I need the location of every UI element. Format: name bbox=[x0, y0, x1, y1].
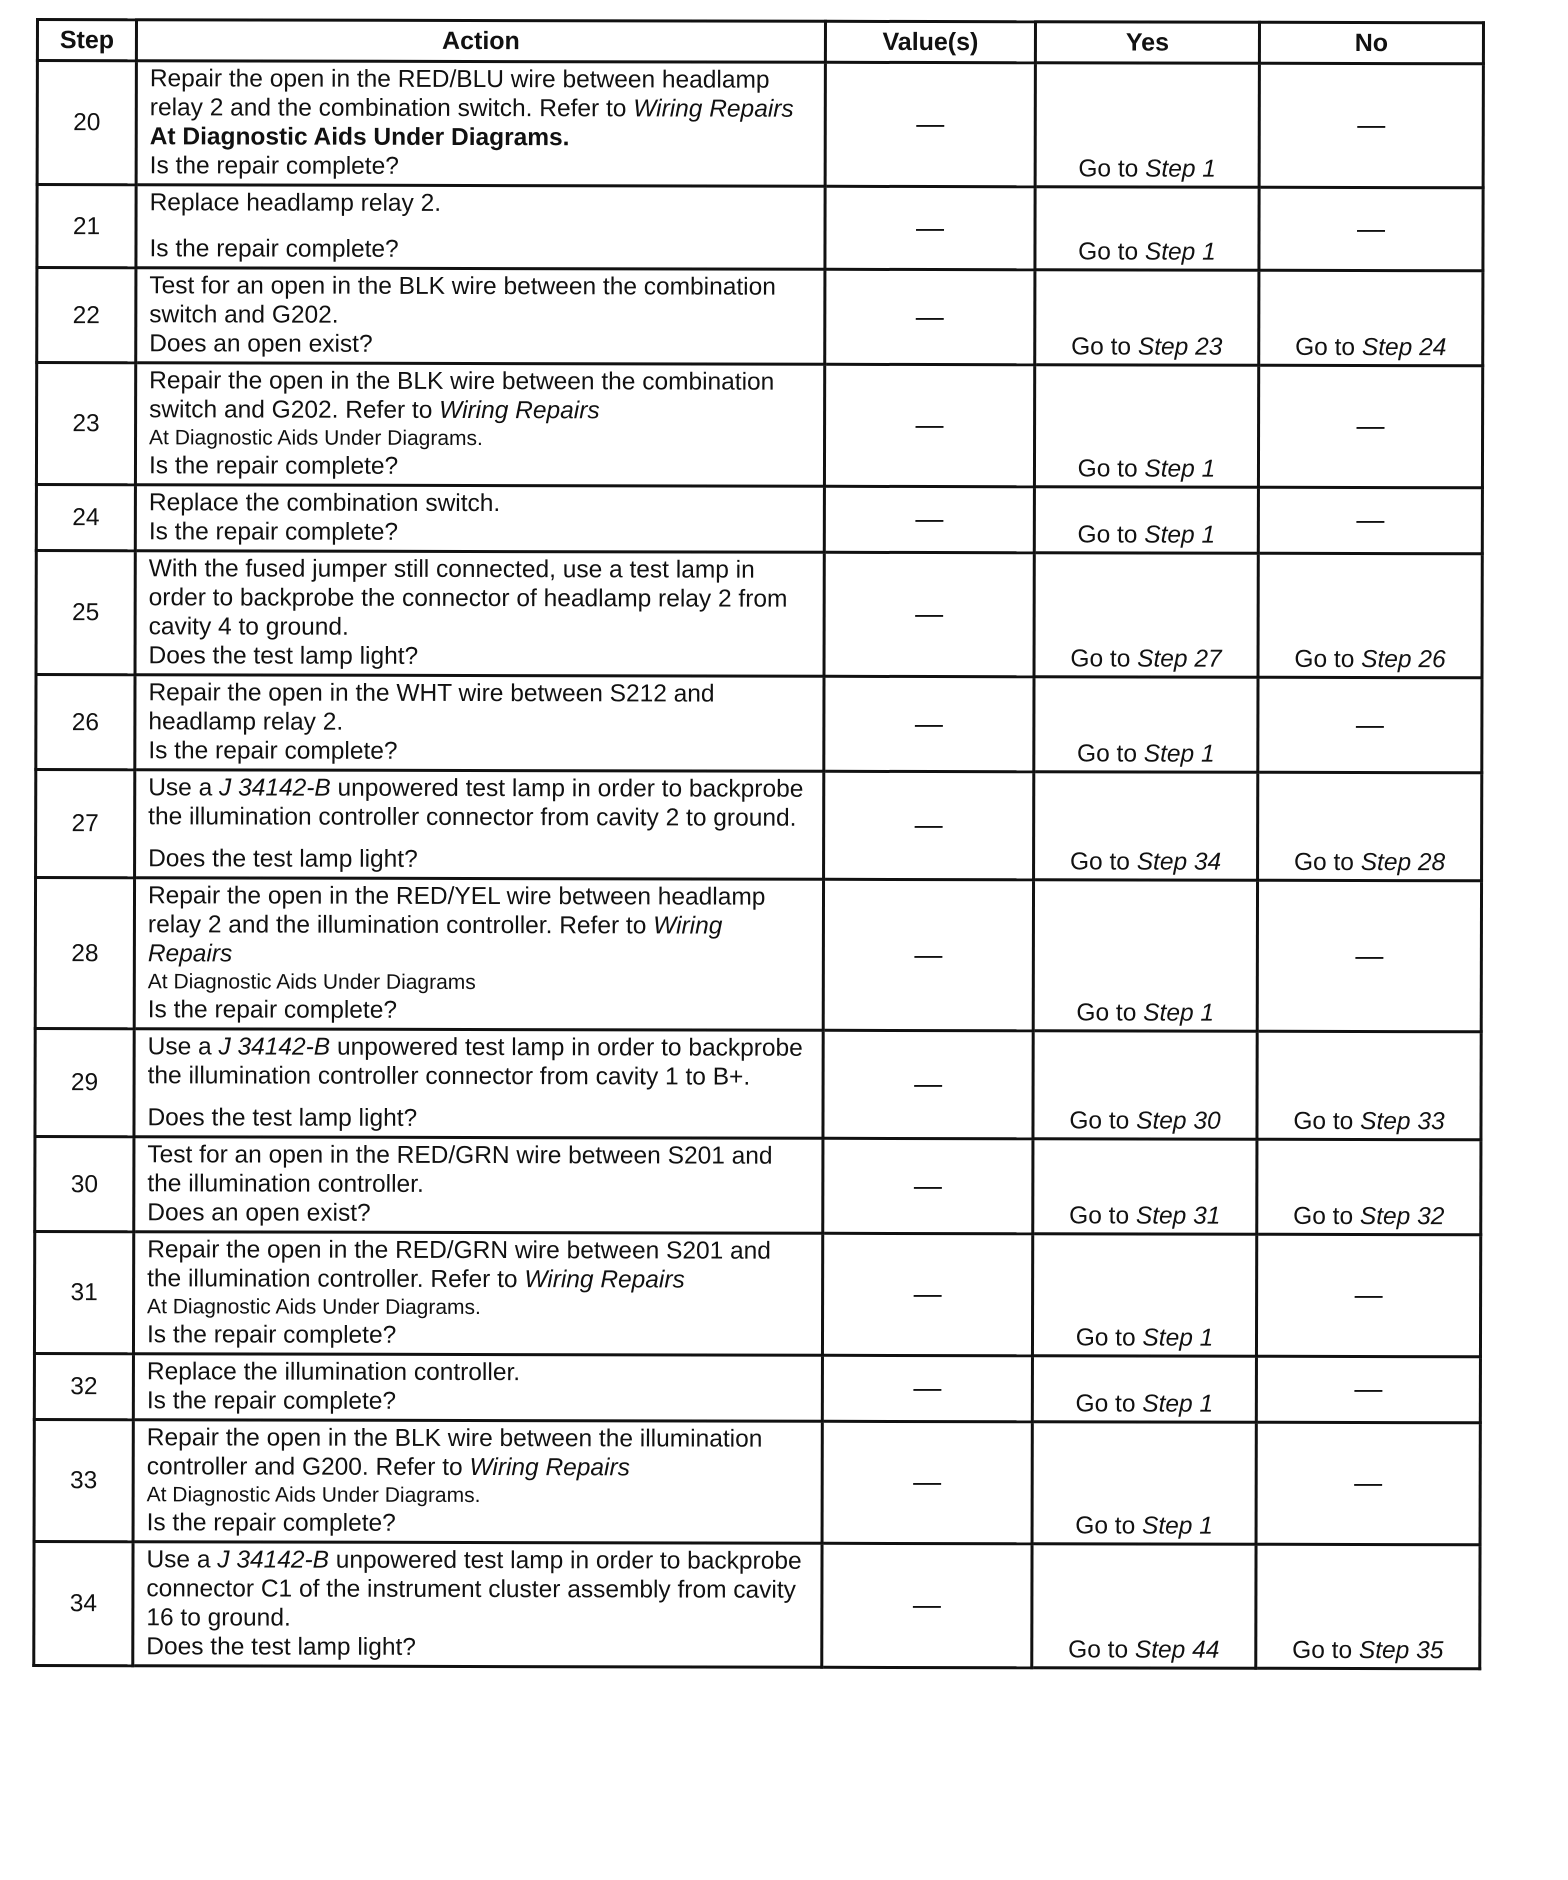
action-box bbox=[149, 271, 813, 360]
action-lower bbox=[149, 329, 813, 360]
no-cell bbox=[1257, 1031, 1481, 1140]
goto-prefix: Go to bbox=[1077, 455, 1145, 483]
goto-step-ref: Step 1 bbox=[1145, 155, 1216, 183]
no-cell bbox=[1259, 270, 1483, 366]
action-reference: Wiring Repairs bbox=[439, 396, 600, 425]
action-reference: Wiring Repairs bbox=[147, 912, 723, 968]
action-text-tail: unpowered test lamp in order to backprobe the illumination controller connector from cavity 2 to ground. bbox=[148, 774, 804, 832]
yes-cell bbox=[1034, 487, 1258, 554]
header-values: Value(s) bbox=[825, 21, 1035, 62]
yes-cell bbox=[1034, 677, 1258, 773]
goto-prefix: Go to bbox=[1068, 1636, 1135, 1664]
action-text-main: Repair the open in the BLK wire between the illumination controller and G200. Refer to bbox=[146, 1424, 763, 1481]
yes-goto bbox=[1078, 154, 1216, 185]
yes-cell bbox=[1035, 270, 1259, 366]
goto-prefix: Go to bbox=[1069, 1202, 1136, 1230]
goto-step-ref: Step 32 bbox=[1359, 1203, 1445, 1231]
value-cell bbox=[823, 1030, 1033, 1138]
yes-cell bbox=[1032, 1544, 1256, 1669]
value-dash: — bbox=[916, 107, 945, 140]
action-text-main: Test for an open in the RED/GRN wire between S201 and the illumination controller. bbox=[147, 1141, 773, 1198]
goto-prefix: Go to bbox=[1075, 1324, 1143, 1352]
action-text-main: Use a bbox=[146, 1546, 218, 1574]
yes-goto bbox=[1076, 1389, 1214, 1420]
value-dash: — bbox=[915, 408, 944, 441]
goto-step-ref: Step 1 bbox=[1141, 1512, 1213, 1540]
step-number: 20 bbox=[37, 61, 136, 185]
step-number: 30 bbox=[35, 1137, 134, 1232]
action-question: Is the repair complete? bbox=[148, 518, 399, 546]
action-text-main: Repair the open in the BLK wire between the combination switch and G202. Refer to bbox=[149, 367, 775, 424]
value-dash: — bbox=[914, 1067, 943, 1100]
table-row bbox=[34, 1232, 1480, 1357]
goto-prefix: Go to bbox=[1293, 1107, 1361, 1136]
table-body bbox=[34, 61, 1484, 1669]
action-text bbox=[147, 1235, 811, 1295]
action-box bbox=[147, 1032, 811, 1134]
action-lower bbox=[150, 151, 814, 182]
no-cell bbox=[1256, 1544, 1480, 1669]
yes-cell bbox=[1033, 1139, 1257, 1235]
value-dash: — bbox=[913, 1277, 942, 1310]
action-question: Is the repair complete? bbox=[146, 1509, 396, 1537]
action-lower bbox=[148, 844, 812, 875]
no-cell bbox=[1256, 1422, 1480, 1545]
goto-prefix: Go to bbox=[1075, 1390, 1143, 1418]
no-cell bbox=[1256, 1234, 1480, 1357]
value-cell bbox=[824, 771, 1034, 879]
header-step: Step bbox=[37, 20, 136, 61]
action-text-tail: At Diagnostic Aids Under Diagrams. bbox=[149, 123, 570, 152]
yes-cell bbox=[1033, 1031, 1257, 1140]
yes-goto bbox=[1071, 332, 1222, 363]
header-row bbox=[37, 20, 1483, 64]
action-question: Is the repair complete? bbox=[146, 1387, 397, 1415]
action-cell bbox=[133, 1542, 822, 1668]
goto-prefix: Go to bbox=[1078, 238, 1145, 266]
action-reference: Wiring Repairs bbox=[524, 1266, 685, 1294]
no-dash: — bbox=[1356, 409, 1385, 442]
action-question: Is the repair complete? bbox=[149, 152, 399, 180]
action-box bbox=[146, 1545, 810, 1663]
action-subline: At Diagnostic Aids Under Diagrams. bbox=[147, 1295, 481, 1320]
value-dash: — bbox=[915, 211, 945, 243]
action-text-main: Replace headlamp relay 2. bbox=[149, 189, 442, 217]
no-goto bbox=[1294, 848, 1445, 879]
action-question: Does the test lamp light? bbox=[148, 845, 418, 873]
yes-goto bbox=[1077, 520, 1215, 551]
action-question: Is the repair complete? bbox=[149, 235, 399, 263]
goto-step-ref: Step 1 bbox=[1143, 999, 1215, 1027]
yes-goto bbox=[1070, 644, 1221, 675]
action-subline: At Diagnostic Aids Under Diagrams bbox=[147, 970, 476, 995]
action-text bbox=[149, 488, 813, 519]
table-row bbox=[34, 1354, 1480, 1423]
action-box bbox=[149, 488, 813, 548]
action-subline: At Diagnostic Aids Under Diagrams. bbox=[149, 426, 483, 451]
action-cell bbox=[135, 363, 824, 487]
action-text-main: Repair the open in the RED/BLU wire between headlamp relay 2 and the combination switch. Refer to bbox=[149, 65, 770, 123]
action-text-tail: unpowered test lamp in order to backprobe connector C1 of the instrument cluster assembly from cavity 16 to ground. bbox=[146, 1546, 802, 1632]
goto-step-ref: Step 34 bbox=[1136, 848, 1222, 876]
table-row bbox=[37, 61, 1483, 188]
goto-prefix: Go to bbox=[1075, 1512, 1143, 1540]
no-goto bbox=[1293, 1107, 1444, 1138]
yes-goto bbox=[1076, 998, 1214, 1029]
no-goto bbox=[1294, 645, 1445, 676]
yes-goto bbox=[1077, 739, 1215, 770]
action-cell bbox=[133, 1354, 822, 1422]
action-cell bbox=[134, 1029, 823, 1139]
goto-prefix: Go to bbox=[1292, 1636, 1359, 1665]
action-box bbox=[147, 1235, 811, 1351]
action-lower bbox=[149, 641, 813, 672]
value-cell bbox=[823, 879, 1033, 1030]
action-text bbox=[150, 64, 814, 153]
step-number: 22 bbox=[37, 268, 136, 363]
yes-cell bbox=[1034, 772, 1258, 881]
action-text-main: Repair the open in the RED/GRN wire between S201 and the illumination controller. Refer to bbox=[147, 1236, 771, 1294]
table-row bbox=[37, 268, 1483, 366]
action-subline: At Diagnostic Aids Under Diagrams. bbox=[146, 1483, 481, 1508]
value-dash: — bbox=[915, 300, 944, 332]
goto-prefix: Go to bbox=[1295, 333, 1362, 362]
table-row bbox=[34, 1419, 1480, 1544]
step-number: 25 bbox=[36, 551, 135, 675]
step-number: 29 bbox=[35, 1029, 134, 1137]
goto-step-ref: Step 1 bbox=[1144, 455, 1216, 483]
action-question: Does the test lamp light? bbox=[146, 1633, 416, 1661]
table-row bbox=[34, 1541, 1480, 1668]
value-cell bbox=[824, 486, 1034, 552]
yes-goto bbox=[1069, 1201, 1220, 1232]
goto-step-ref: Step 31 bbox=[1135, 1202, 1221, 1230]
yes-goto bbox=[1078, 454, 1216, 485]
table-row bbox=[36, 551, 1482, 678]
action-cell bbox=[136, 61, 825, 187]
yes-goto bbox=[1070, 847, 1221, 878]
action-text bbox=[148, 1032, 812, 1092]
table-row bbox=[35, 1137, 1481, 1235]
goto-prefix: Go to bbox=[1078, 155, 1146, 183]
action-cell bbox=[135, 551, 824, 677]
yes-cell bbox=[1032, 1422, 1256, 1545]
action-lower bbox=[147, 1481, 811, 1539]
no-dash: — bbox=[1357, 108, 1386, 141]
action-lower bbox=[148, 968, 812, 1026]
goto-step-ref: Step 1 bbox=[1143, 740, 1215, 768]
goto-step-ref: Step 1 bbox=[1144, 521, 1216, 549]
no-cell bbox=[1259, 63, 1483, 188]
table-row bbox=[36, 363, 1482, 488]
no-cell bbox=[1258, 553, 1482, 678]
yes-goto bbox=[1068, 1635, 1219, 1666]
action-cell bbox=[135, 675, 824, 772]
value-dash: — bbox=[914, 707, 943, 739]
no-dash: — bbox=[1355, 708, 1384, 740]
goto-step-ref: Step 33 bbox=[1360, 1108, 1445, 1136]
action-cell bbox=[135, 485, 824, 553]
value-cell bbox=[824, 552, 1034, 676]
step-number: 26 bbox=[36, 675, 135, 770]
goto-step-ref: Step 27 bbox=[1137, 645, 1222, 673]
yes-cell bbox=[1032, 1356, 1256, 1423]
action-box bbox=[148, 773, 812, 875]
no-goto bbox=[1292, 1636, 1443, 1667]
yes-goto bbox=[1076, 1323, 1214, 1354]
action-question: Is the repair complete? bbox=[147, 996, 397, 1024]
no-cell bbox=[1258, 772, 1482, 881]
no-dash: — bbox=[1354, 1466, 1383, 1499]
diagnostic-table bbox=[32, 18, 1485, 1670]
action-box bbox=[148, 678, 812, 767]
value-cell bbox=[822, 1233, 1032, 1355]
table-row bbox=[35, 1029, 1481, 1140]
table-row bbox=[36, 770, 1482, 881]
value-cell bbox=[824, 676, 1034, 771]
value-cell bbox=[825, 269, 1035, 364]
action-cell bbox=[136, 268, 825, 365]
value-dash: — bbox=[912, 1588, 941, 1621]
value-dash: — bbox=[915, 502, 944, 535]
goto-step-ref: Step 30 bbox=[1136, 1107, 1221, 1135]
action-lower bbox=[148, 736, 812, 767]
action-text bbox=[147, 1423, 811, 1483]
action-box bbox=[148, 881, 812, 1026]
goto-prefix: Go to bbox=[1294, 645, 1362, 674]
action-reference: Wiring Repairs bbox=[633, 95, 794, 123]
action-question: Does an open exist? bbox=[149, 330, 373, 358]
action-text-main: Test for an open in the BLK wire between the combination switch and G202. bbox=[149, 272, 776, 329]
no-dash: — bbox=[1354, 1278, 1383, 1311]
yes-goto bbox=[1075, 1511, 1213, 1542]
value-dash: — bbox=[913, 1465, 942, 1498]
goto-step-ref: Step 1 bbox=[1142, 1390, 1214, 1418]
table-row bbox=[36, 675, 1482, 773]
action-cell bbox=[134, 878, 823, 1031]
yes-cell bbox=[1035, 187, 1259, 271]
action-text-tail: unpowered test lamp in order to backprobe the illumination controller connector from cavity 1 to B+. bbox=[147, 1033, 803, 1091]
no-cell bbox=[1258, 677, 1482, 773]
no-cell bbox=[1257, 880, 1481, 1032]
yes-cell bbox=[1034, 365, 1258, 488]
goto-step-ref: Step 24 bbox=[1361, 334, 1447, 362]
action-reference: J 34142-B bbox=[217, 1546, 330, 1574]
action-text bbox=[148, 773, 812, 833]
action-question: Is the repair complete? bbox=[148, 737, 398, 765]
goto-step-ref: Step 1 bbox=[1142, 1324, 1214, 1352]
goto-prefix: Go to bbox=[1070, 645, 1138, 673]
value-cell bbox=[824, 364, 1034, 486]
action-cell bbox=[134, 1137, 823, 1234]
goto-prefix: Go to bbox=[1077, 521, 1145, 549]
action-cell bbox=[133, 1420, 822, 1544]
no-cell bbox=[1259, 187, 1483, 271]
action-lower bbox=[146, 1632, 810, 1663]
step-number: 28 bbox=[35, 878, 134, 1029]
value-dash: — bbox=[914, 808, 943, 841]
goto-step-ref: Step 28 bbox=[1360, 849, 1446, 877]
action-text bbox=[149, 554, 813, 643]
yes-cell bbox=[1033, 880, 1257, 1032]
action-lower bbox=[149, 517, 813, 548]
yes-cell bbox=[1035, 63, 1259, 188]
action-cell bbox=[135, 770, 824, 880]
step-number: 23 bbox=[36, 363, 135, 485]
table-row bbox=[37, 185, 1483, 271]
action-box bbox=[149, 188, 813, 265]
action-box bbox=[147, 1423, 811, 1539]
no-cell bbox=[1257, 1139, 1481, 1235]
action-text-main: Repair the open in the WHT wire between S212 and headlamp relay 2. bbox=[148, 679, 715, 736]
no-dash: — bbox=[1354, 1372, 1383, 1405]
action-question: Is the repair complete? bbox=[146, 1321, 397, 1349]
action-text bbox=[148, 678, 812, 738]
value-cell bbox=[825, 186, 1035, 269]
action-box bbox=[149, 366, 813, 482]
goto-prefix: Go to bbox=[1076, 999, 1144, 1027]
no-dash: — bbox=[1356, 503, 1385, 536]
goto-step-ref: Step 35 bbox=[1358, 1637, 1444, 1665]
action-lower bbox=[149, 424, 813, 482]
action-text-main: Replace the combination switch. bbox=[148, 489, 501, 518]
action-question: Is the repair complete? bbox=[148, 452, 399, 480]
goto-prefix: Go to bbox=[1293, 1202, 1360, 1231]
value-dash: — bbox=[914, 938, 943, 970]
action-cell bbox=[133, 1232, 822, 1356]
goto-prefix: Go to bbox=[1069, 1107, 1137, 1135]
goto-step-ref: Step 44 bbox=[1134, 1636, 1220, 1664]
value-dash: — bbox=[913, 1169, 942, 1201]
action-text bbox=[146, 1545, 810, 1634]
no-dash: — bbox=[1355, 939, 1384, 971]
action-cell bbox=[136, 185, 825, 270]
yes-cell bbox=[1032, 1234, 1256, 1357]
action-box bbox=[147, 1140, 811, 1229]
step-number: 33 bbox=[34, 1419, 133, 1541]
action-lower bbox=[149, 234, 813, 265]
value-cell bbox=[822, 1355, 1032, 1421]
no-cell bbox=[1258, 365, 1482, 488]
no-goto bbox=[1293, 1202, 1444, 1233]
goto-step-ref: Step 26 bbox=[1361, 646, 1446, 674]
action-question: Does an open exist? bbox=[147, 1199, 371, 1227]
action-reference: Wiring Repairs bbox=[469, 1453, 630, 1482]
action-text-main: Use a bbox=[147, 1033, 219, 1061]
step-number: 32 bbox=[34, 1354, 133, 1420]
value-cell bbox=[825, 62, 1035, 186]
header-no: No bbox=[1259, 22, 1483, 64]
goto-prefix: Go to bbox=[1071, 333, 1138, 361]
value-cell bbox=[823, 1138, 1033, 1233]
table-row bbox=[36, 485, 1482, 554]
action-lower bbox=[147, 1293, 811, 1351]
yes-goto bbox=[1069, 1106, 1220, 1137]
action-lower bbox=[147, 1386, 811, 1417]
value-cell bbox=[822, 1543, 1032, 1667]
action-text bbox=[148, 881, 812, 970]
goto-step-ref: Step 23 bbox=[1137, 333, 1223, 361]
goto-prefix: Go to bbox=[1077, 740, 1144, 768]
goto-prefix: Go to bbox=[1293, 848, 1361, 877]
action-box bbox=[150, 64, 814, 182]
yes-cell bbox=[1034, 553, 1258, 678]
header-yes: Yes bbox=[1035, 22, 1259, 64]
action-box bbox=[147, 1357, 811, 1417]
header-action: Action bbox=[136, 20, 825, 63]
no-dash: — bbox=[1356, 212, 1386, 244]
step-number: 34 bbox=[34, 1541, 133, 1665]
no-cell bbox=[1258, 487, 1482, 554]
action-lower bbox=[147, 1103, 811, 1134]
goto-step-ref: Step 1 bbox=[1144, 238, 1216, 266]
action-text bbox=[149, 366, 813, 426]
value-dash: — bbox=[913, 1371, 942, 1404]
action-reference: J 34142-B bbox=[218, 1033, 331, 1061]
no-goto bbox=[1295, 333, 1446, 364]
yes-goto bbox=[1078, 237, 1216, 268]
action-text-main: Repair the open in the RED/YEL wire between headlamp relay 2 and the illumination controller. Refer to bbox=[147, 882, 766, 940]
action-reference: J 34142-B bbox=[219, 774, 331, 802]
action-text bbox=[147, 1357, 811, 1388]
action-question: Does the test lamp light? bbox=[147, 1104, 418, 1132]
action-text bbox=[149, 271, 813, 331]
step-number: 21 bbox=[37, 185, 136, 268]
action-box bbox=[149, 554, 813, 672]
value-dash: — bbox=[915, 597, 944, 630]
step-number: 24 bbox=[36, 485, 135, 551]
step-number: 31 bbox=[34, 1232, 133, 1354]
table-row bbox=[35, 878, 1481, 1032]
action-text bbox=[150, 188, 814, 219]
action-text-main: With the fused jumper still connected, use a test lamp in order to backprobe the connector of headlamp relay 2 from cavity 4 to ground. bbox=[148, 555, 788, 641]
step-number: 27 bbox=[36, 770, 135, 878]
action-question: Does the test lamp light? bbox=[148, 642, 419, 670]
no-cell bbox=[1256, 1356, 1480, 1423]
action-text-main: Replace the illumination controller. bbox=[146, 1358, 521, 1387]
action-lower bbox=[147, 1198, 811, 1229]
action-text bbox=[147, 1140, 811, 1200]
value-cell bbox=[822, 1421, 1032, 1543]
goto-prefix: Go to bbox=[1069, 848, 1137, 876]
action-text-main: Use a bbox=[148, 774, 220, 802]
